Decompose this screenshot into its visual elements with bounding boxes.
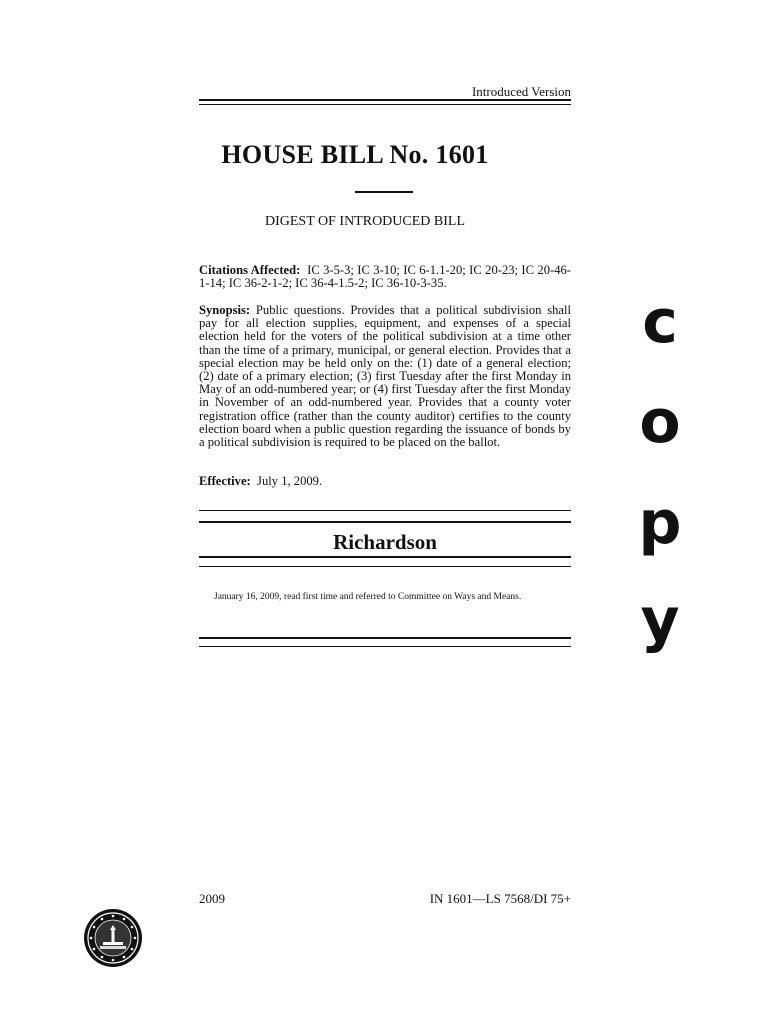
citations-text: IC 3-5-3; IC 3-10; IC 6-1.1-20; IC 20-23; IC 20-46-1-14; IC 36-2-1-2; IC 36-4-1.5-2; IC 36-10-3-35. <box>199 263 572 291</box>
copy-watermark-y: y <box>640 585 680 655</box>
copy-watermark-p: p <box>638 488 682 558</box>
synopsis-label: Synopsis: <box>199 303 251 317</box>
author-rule-4 <box>199 566 571 567</box>
effective-label: Effective: <box>199 474 251 488</box>
footer-year: 2009 <box>199 891 225 906</box>
state-seal-icon <box>83 908 143 968</box>
version-label: Introduced Version <box>471 84 571 99</box>
synopsis-text: Public questions. Provides that a political subdivision shall pay for all election supplies, equipment, and expenses of a special election held for the voters of the political subdivision at a time other than the time of a primary, municipal, or general election. Provides that a special election may be held only on the: (1) date of a general election; (2) date of a primary election; (3) first Tuesday after the first Monday in May of an odd-numbered year; or (4) first Tuesday after the first Monday in November of an odd-numbered year. Provides that a county voter registration office (rather than the county auditor) certifies to the county election board when a public question regarding the issuance of bonds by a political subdivision is required to be placed on the ballot. <box>199 303 571 450</box>
citations-label: Citations Affected: <box>199 263 301 277</box>
bill-identifier: IN 1601—LS 7568/DI 75+ <box>429 891 571 906</box>
referral-note: January 16, 2009, read first time and referred to Committee on Ways and Means. <box>214 592 522 602</box>
synopsis-block <box>199 304 571 449</box>
bill-author: Richardson <box>333 530 437 554</box>
title-divider <box>355 191 413 193</box>
effective-block <box>199 475 571 488</box>
header-rule-top <box>199 99 571 101</box>
effective-text: July 1, 2009. <box>257 474 323 488</box>
digest-heading: DIGEST OF INTRODUCED BILL <box>264 214 465 229</box>
citations-block <box>199 264 571 290</box>
copy-watermark-o: o <box>639 387 681 457</box>
referral-rule-1 <box>199 637 571 639</box>
author-rule-2 <box>199 521 571 523</box>
referral-rule-2 <box>199 646 571 647</box>
author-rule-1 <box>199 510 571 511</box>
author-rule-3 <box>199 556 571 558</box>
header-rule-bottom <box>199 104 571 105</box>
copy-watermark-c: c <box>642 287 678 357</box>
bill-title: HOUSE BILL No. 1601 <box>221 140 489 169</box>
